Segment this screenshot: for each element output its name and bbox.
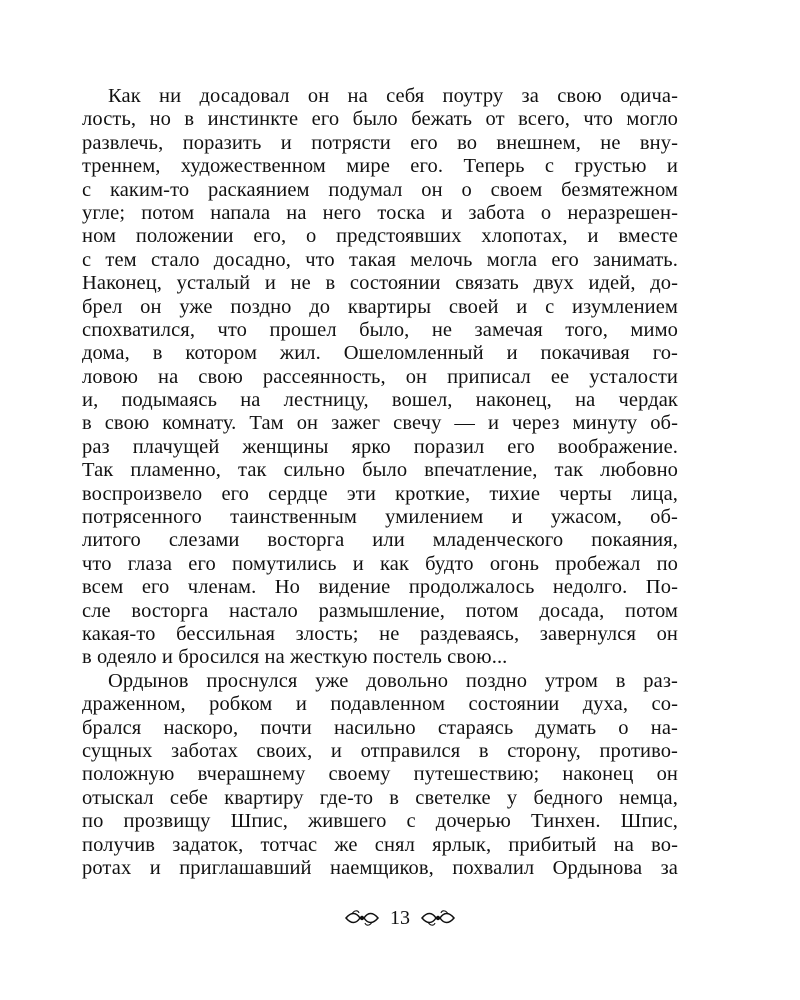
text-line: с тем стало досадно, что такая мелочь могла его занимать. <box>82 248 678 271</box>
text-line: в одеяло и бросился на жесткую постель свою... <box>82 646 508 669</box>
text-line: брел он уже поздно до квартиры своей и с изумлением <box>82 295 678 318</box>
body-text <box>82 85 678 880</box>
text-line: ротах и приглашавший наемщиков, похвалил Ордынова за <box>82 856 678 879</box>
text-line: потрясенного таинственным умилением и ужасом, об- <box>82 506 678 529</box>
text-line: отыскал себе квартиру где-то в светелке у бедного немца, <box>82 786 678 809</box>
text-line: ловою на свою рассеянность, он приписал ее усталости <box>82 365 678 388</box>
text-line: треннем, художественном мире его. Теперь с грустью и <box>82 155 678 178</box>
text-line: с каким-то раскаянием подумал он о своем безмятежном <box>82 178 678 201</box>
paragraph <box>82 85 678 670</box>
paragraph <box>82 670 678 881</box>
text-line: в свою комнату. Там он зажег свечу — и через минуту об- <box>82 412 678 435</box>
text-line: Ордынов проснулся уже довольно поздно утром в раз- <box>108 669 678 692</box>
text-line: сущных заботах своих, и отправился в сторону, противо- <box>82 739 678 762</box>
text-line: лость, но в инстинкте его было бежать от всего, что могло <box>82 108 678 131</box>
page-number: 13 <box>390 907 410 929</box>
text-line: что глаза его помутились и как будто огонь пробежал по <box>82 552 678 575</box>
text-line: развлечь, поразить и потрясти его во внешнем, не вну- <box>82 131 678 154</box>
text-line: дома, в котором жил. Ошеломленный и покачивая го- <box>82 342 678 365</box>
text-line: спохватился, что прошел было, не замечая того, мимо <box>82 318 678 341</box>
text-line: получив задаток, тотчас же снял ярлык, прибитый на во- <box>82 833 678 856</box>
text-line: брался наскоро, почти насильно стараясь думать о на- <box>82 716 678 739</box>
text-line: драженном, робком и подавленном состоянии духа, со- <box>82 693 678 716</box>
text-line: всем его членам. Но видение продолжалось недолго. По- <box>82 576 678 599</box>
text-line: раз плачущей женщины ярко поразил его воображение. <box>82 435 678 458</box>
text-line: и, подымаясь на лестницу, вошел, наконец, на чердак <box>82 389 678 412</box>
text-line: сле восторга настало размышление, потом досада, потом <box>82 599 678 622</box>
text-line: угле; потом напала на него тоска и забота о неразрешен- <box>82 201 678 224</box>
page-footer <box>0 903 800 933</box>
page-number-group <box>344 903 456 933</box>
text-line: Так пламенно, так сильно было впечатление, так любовно <box>82 459 678 482</box>
text-line: воспроизвело его сердце эти кроткие, тихие черты лица, <box>82 482 678 505</box>
floral-ornament-icon <box>420 908 456 928</box>
text-line: положную вчерашнему своему путешествию; наконец он <box>82 763 678 786</box>
text-line: Как ни досадовал он на себя поутру за свою одича- <box>108 85 678 107</box>
text-line: какая-то бессильная злость; не раздеваясь, завернулся он <box>82 622 678 645</box>
text-line: ном положении его, о предстоявших хлопотах, и вместе <box>82 225 678 248</box>
text-line: Наконец, усталый и не в состоянии связать двух идей, до- <box>82 272 678 295</box>
text-line: по прозвищу Шпис, жившего с дочерью Тинхен. Шпис, <box>82 810 678 833</box>
floral-ornament-icon <box>344 908 380 928</box>
text-line: литого слезами восторга или младенческого покаяния, <box>82 529 678 552</box>
